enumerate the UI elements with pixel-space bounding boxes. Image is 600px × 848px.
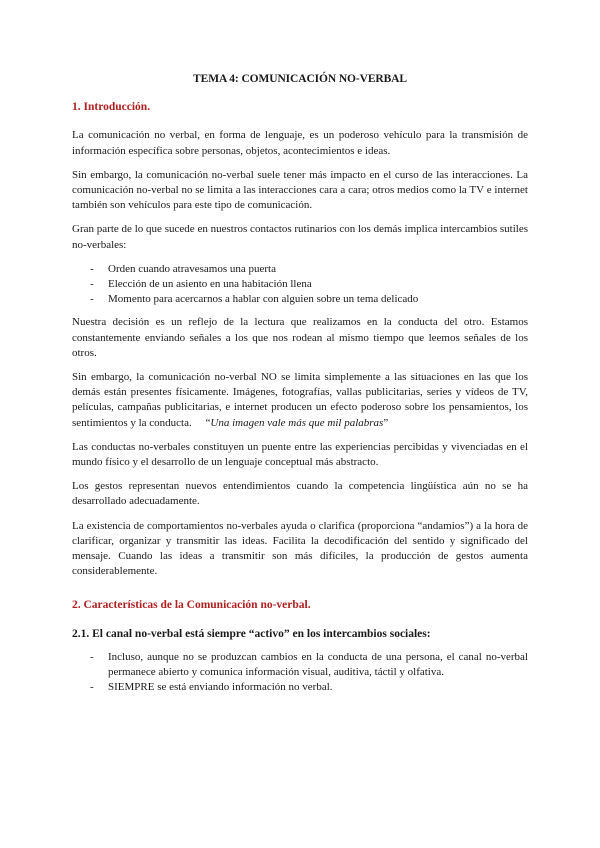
paragraph-3: Gran parte de lo que sucede en nuestros contactos rutinarios con los demás implica intercambios sutiles no-verbales: bbox=[72, 223, 528, 251]
section-1-heading: 1. Introducción. bbox=[72, 101, 151, 114]
list-item: - Momento para acercarnos a hablar con alguien sobre un tema delicado bbox=[108, 292, 528, 307]
page-title: TEMA 4: COMUNICACIÓN NO-VERBAL bbox=[193, 73, 407, 85]
section-2-heading: 2. Características de la Comunicación no-verbal. bbox=[72, 599, 311, 612]
quote-close: ” bbox=[383, 416, 389, 429]
paragraph-5 bbox=[72, 370, 528, 431]
list-item: - SIEMPRE se está enviando información no verbal. bbox=[108, 680, 528, 695]
paragraph-8: La existencia de comportamientos no-verbales ayuda o clarifica (proporciona “andamios”) a la hora de clarificar, organizar y transmitir las ideas. Facilita la decodificación del sentido y significado del mensaje. Cuando las ideas a transmitir son más difíciles, la producción de gestos aumenta considerablemente. bbox=[72, 519, 528, 578]
list-item: - Elección de un asiento en una habitación llena bbox=[108, 277, 528, 292]
quote-text: Una imagen vale más que mil palabras bbox=[210, 416, 384, 429]
paragraph-6: Las conductas no-verbales constituyen un puente entre las experiencias percibidas y vivenciadas en el mundo físico y el desarrollo de un lenguaje conceptual más abstracto. bbox=[72, 440, 528, 469]
characteristics-list bbox=[72, 650, 528, 696]
section-spacer bbox=[72, 588, 528, 598]
subsection-2-1-heading: 2.1. El canal no-verbal está siempre “activo” en los intercambios sociales: bbox=[72, 627, 431, 640]
paragraph-7: Los gestos representan nuevos entendimientos cuando la competencia lingüística aún no se ha desarrollado adecuadamente. bbox=[72, 480, 528, 508]
list-item: - Orden cuando atravesamos una puerta bbox=[108, 262, 528, 277]
paragraph-2: Sin embargo, la comunicación no-verbal suele tener más impacto en el curso de las interacciones. La comunicación no-verbal no se limita a las interacciones cara a cara; otros medios como la TV e internet también son vehículos para este tipo de comunicación. bbox=[72, 168, 528, 212]
paragraph-4: Nuestra decisión es un reflejo de la lectura que realizamos en la conducta del otro. Estamos constantemente enviando señales a los que nos rodean al mismo tiempo que leemos señales de los otros. bbox=[72, 316, 528, 359]
examples-list bbox=[72, 262, 528, 308]
quote-open: “ bbox=[205, 416, 211, 429]
list-item: - Incluso, aunque no se produzcan cambios en la conducta de una persona, el canal no-verbal permanece abierto y comunica información visual, auditiva, táctil y olfativa. bbox=[108, 650, 528, 680]
paragraph-1: La comunicación no verbal, en forma de lenguaje, es un poderoso vehículo para la transmisión de información específica sobre personas, objetos, acontecimientos e ideas. bbox=[72, 129, 528, 157]
paragraph-5-text: Sin embargo, la comunicación no-verbal NO se limita simplemente a las situaciones en las que los demás están presentes físicamente. Imágenes, fotografías, vallas publicitarias, series y vídeos de TV, películas, campañas publicitarias, e internet producen un efecto poderoso sobre los pensamientos, los sentimientos y la conducta. bbox=[72, 371, 528, 429]
